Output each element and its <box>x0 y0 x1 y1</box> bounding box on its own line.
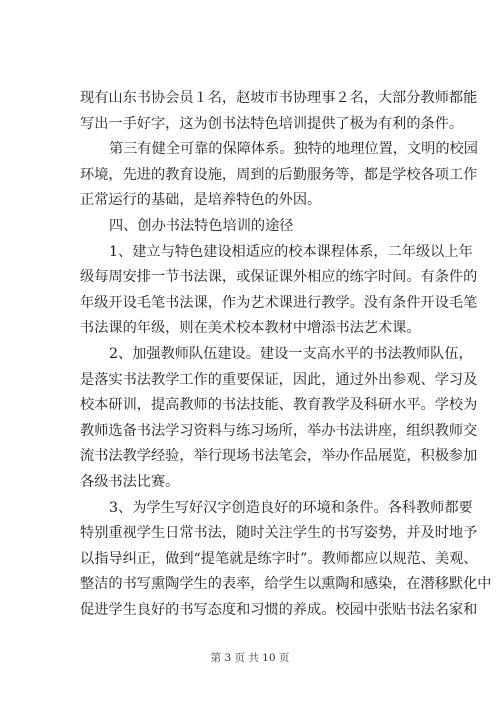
text-line: 正常运行的基础，是培养特色的外因。 <box>80 192 322 209</box>
text-line: 环境，先进的教育设施，周到的后勤服务等，都是学校各项工作 <box>80 166 478 183</box>
paragraph-first-line: 2、加强教师队伍建设。建设一支高水平的书法教师队伍， <box>109 345 473 362</box>
text-line: 校本研训，提高教师的书法技能、教育教学及科研水平。学校为 <box>80 397 478 414</box>
text-line: 现有山东书协会员１名，赵坡市书协理事２名，大部分教师都能 <box>80 90 478 106</box>
body-text <box>80 86 492 623</box>
text-line: 以指导纠正，做到“提笔就是练字时”。教师都应以规范、美观、 <box>80 550 478 567</box>
page-footer: 第 3 页 共 10 页 <box>210 652 290 664</box>
text-line: 级每周安排一节书法课，或保证课外相应的练字时间。有条件的 <box>80 269 478 286</box>
text-line: 年级开设毛笔书法课，作为艺术课进行教学。没有条件开设毛笔 <box>80 294 478 311</box>
text-line: 是落实书法教学工作的重要保证，因此，通过外出参观、学习及 <box>80 371 478 388</box>
section-heading: 四、创办书法特色培训的途径 <box>109 217 294 234</box>
text-line: 写出一手好字，这为创书法特色培训提供了极为有利的条件。 <box>80 115 464 132</box>
text-line: 书法课的年级，则在美术校本教材中增添书法艺术课。 <box>80 320 421 337</box>
text-line: 特别重视学生日常书法，随时关注学生的书写姿势，并及时地予 <box>80 525 478 542</box>
text-line: 促进学生良好的书写态度和习惯的养成。校园中张贴书法名家和 <box>80 601 478 618</box>
text-line: 教师选备书法学习资料与练习场所，举办书法讲座，组织教师交 <box>80 422 478 439</box>
paragraph-first-line: 1、建立与特色建设相适应的校本课程体系，二年级以上年 <box>109 243 473 260</box>
text-line: 整洁的书写熏陶学生的表率，给学生以熏陶和感染，在潜移默化中 <box>80 576 492 593</box>
text-line: 各级书法比赛。 <box>80 473 180 490</box>
paragraph-first-line: 第三有健全可靠的保障体系。独特的地理位置，文明的校园 <box>109 141 478 158</box>
text-line: 流书法教学经验，举行现场书法笔会，举办作品展览，积极参加 <box>80 448 478 465</box>
paragraph-first-line: 3、为学生写好汉字创造良好的环境和条件。各科教师都要 <box>109 499 473 516</box>
